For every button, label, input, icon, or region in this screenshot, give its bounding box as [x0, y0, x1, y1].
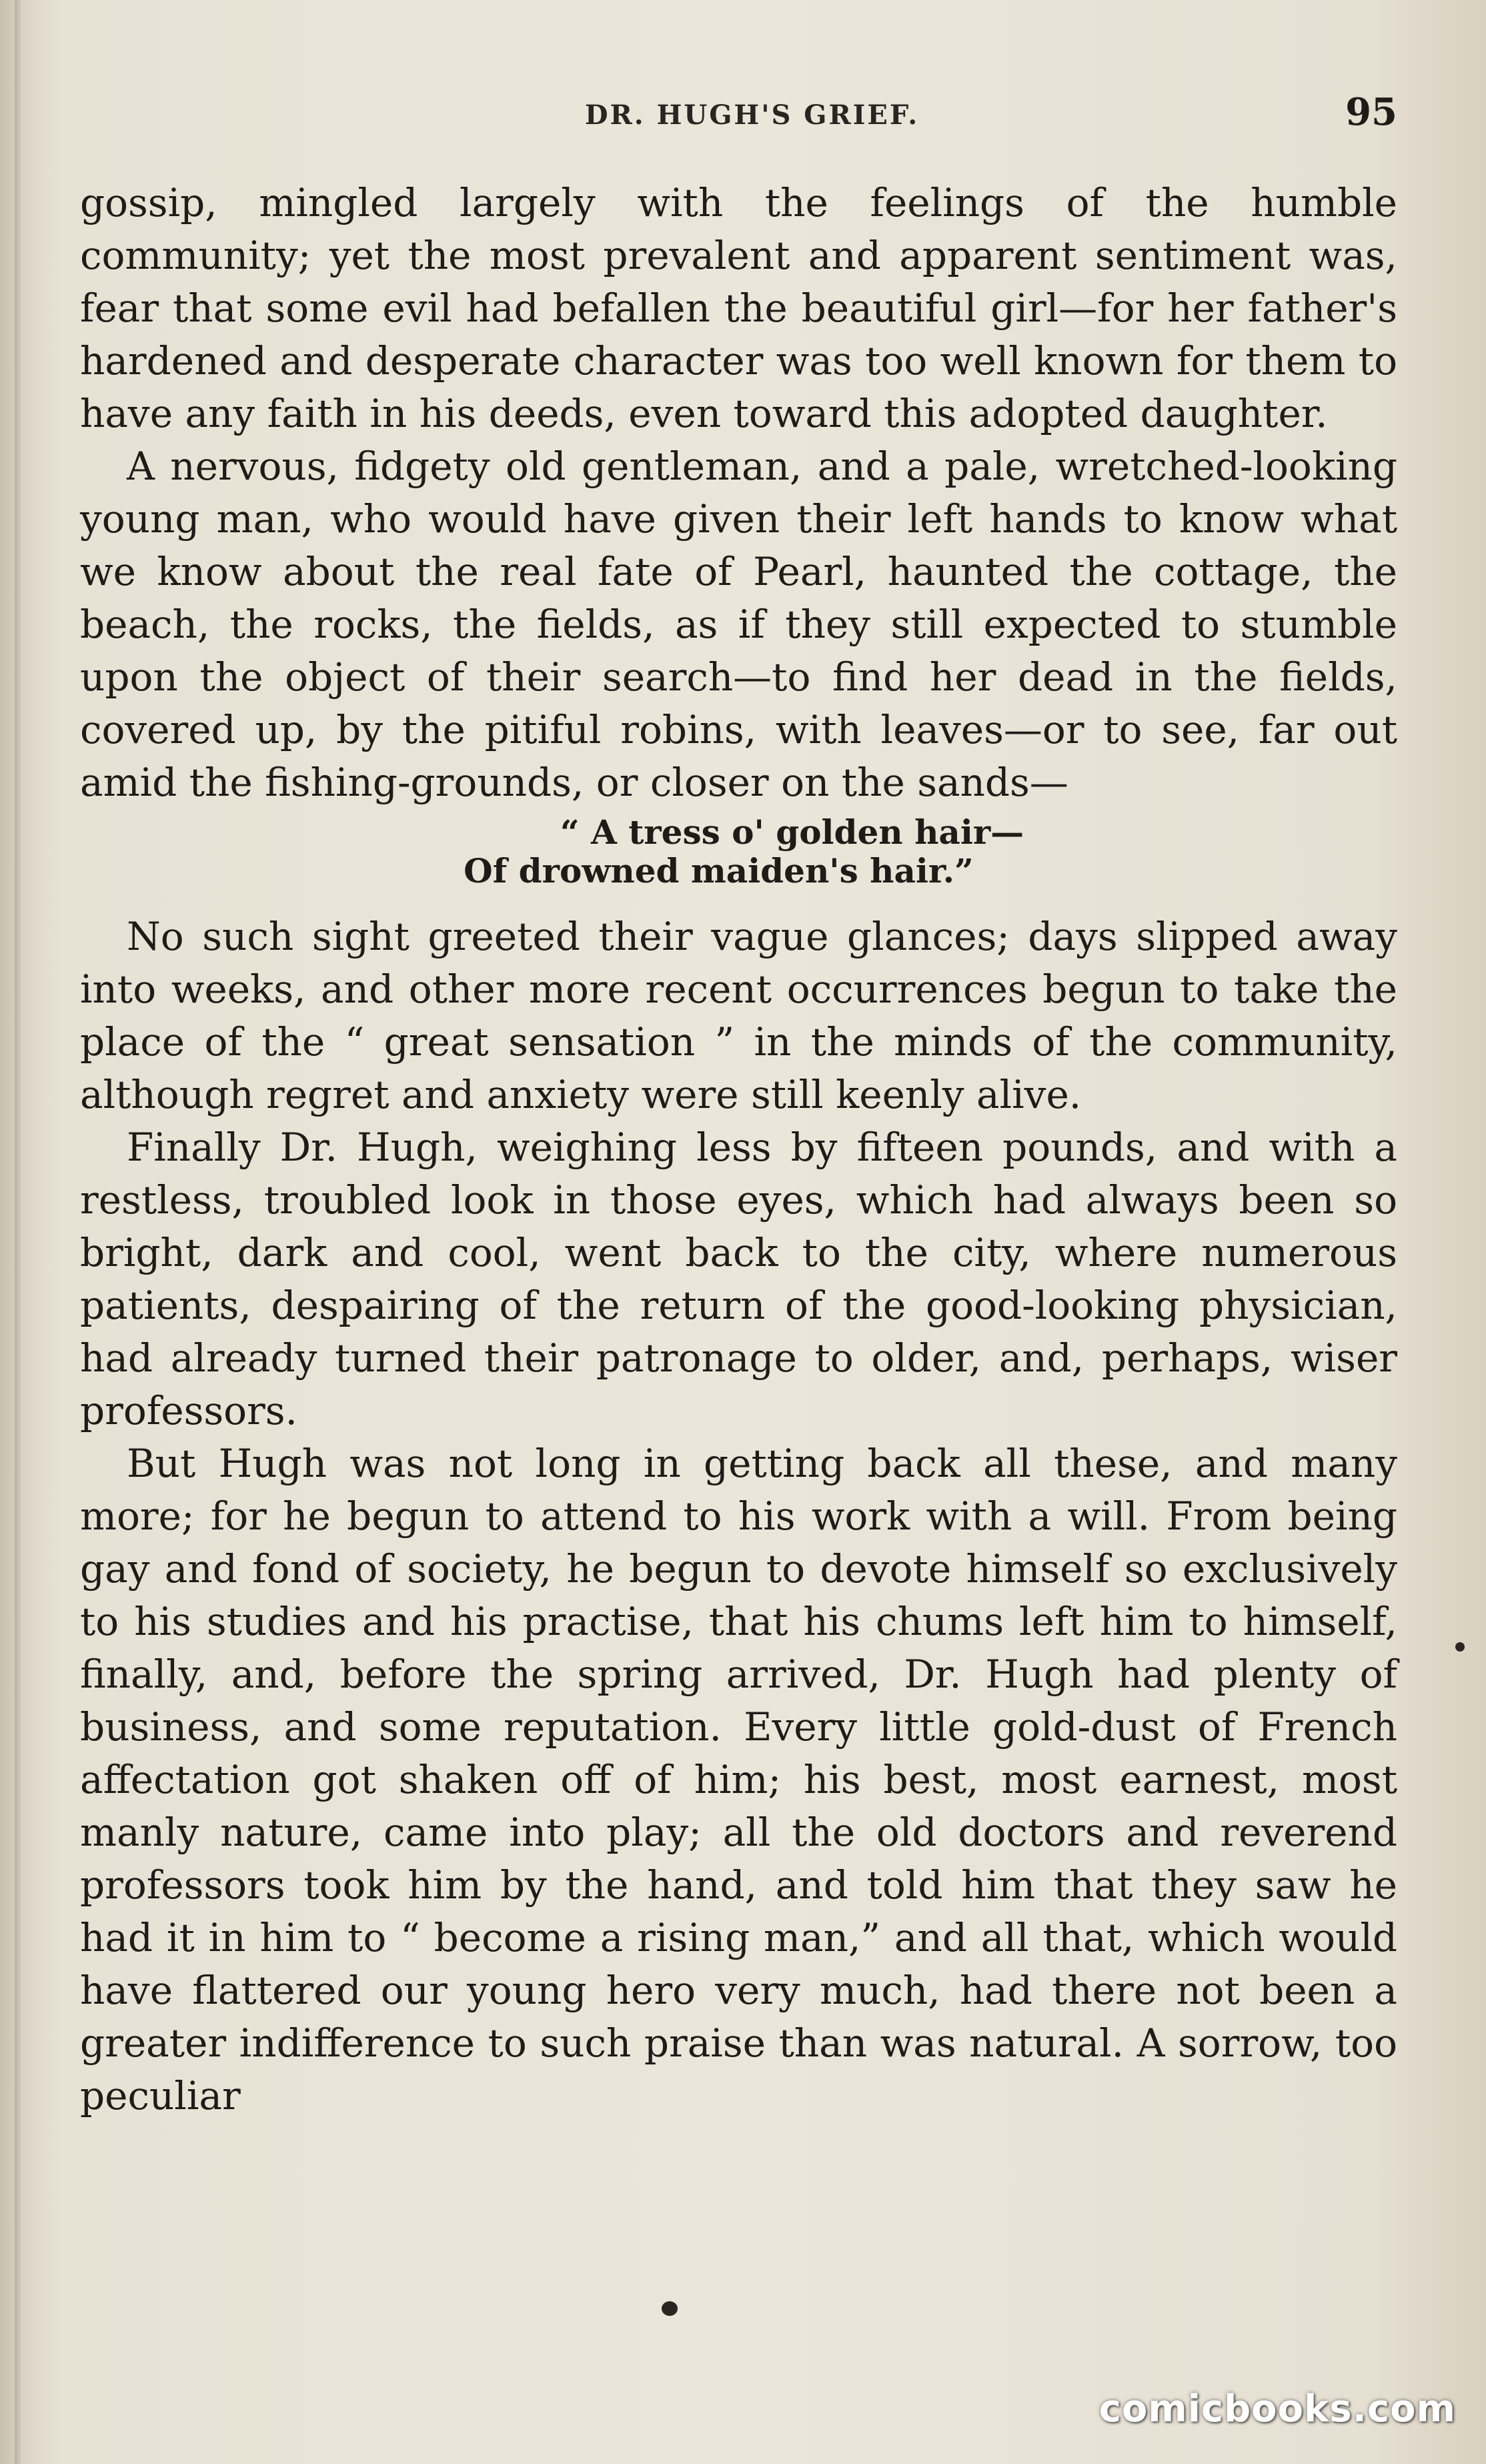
book-spine	[15, 0, 21, 2464]
page-header	[107, 90, 1397, 143]
ink-spot	[662, 2301, 678, 2316]
page-number: 95	[1345, 90, 1397, 134]
watermark-text: comicbooks.com	[1098, 2387, 1456, 2431]
ink-spot	[1455, 1642, 1465, 1652]
paragraph-5: But Hugh was not long in getting back all these, and many more; for he begun to attend to his work with a will. From being gay and fond of society, he begun to devote himself so exclusively to his studies and his practise, that his chums left him to himself, finally, and, before the spring arrived, Dr. Hugh had plenty of business, and some reputation. Every little gold-dust of French affectation got shaken off of him; his best, most earnest, most manly nature, came into play; all the old doctors and reverend professors took him by the hand, and told him that they saw he had it in him to “ become a rising man,” and all that, which would have flattered our young hero very much, had there not been a greater indifference to such praise than was natural. A sorrow, too peculiar	[80, 1441, 1397, 2118]
paragraph-1: gossip, mingled largely with the feelings of the humble community; yet the most prevalent and apparent sentiment was, fear that some evil had befallen the beautiful girl—for her father's hardened and desperate character was too well known for them to have any faith in his deeds, even toward this adopted daughter.	[80, 180, 1397, 436]
verse-line-2: Of drowned maiden's hair.”	[464, 851, 974, 890]
verse-quotation	[80, 813, 1397, 890]
paragraph-4: Finally Dr. Hugh, weighing less by fifteen pounds, and with a restless, troubled look in those eyes, which had always been so bright, dark and cool, went back to the city, where numerous patients, despairing of the return of the good-looking physician, had already turned their patronage to older, and, perhaps, wiser professors.	[80, 1125, 1397, 1433]
page-body	[80, 177, 1397, 2122]
verse-line-1: “ A tress o' golden hair—	[560, 812, 1024, 852]
paragraph-3: No such sight greeted their vague glances; days slipped away into weeks, and other more recent occurrences begun to take the place of the “ great sensation ” in the minds of the community, although regret and anxiety were still keenly alive.	[80, 914, 1397, 1117]
paragraph-2: A nervous, fidgety old gentleman, and a pale, wretched-looking young man, who would have given their left hands to know what we know about the real fate of Pearl, haunted the cottage, the beach, the rocks, the fields, as if they still expected to stumble upon the object of their search—to find her dead in the fields, covered up, by the pitiful robins, with leaves—or to see, far out amid the fishing-grounds, or closer on the sands—	[80, 444, 1397, 805]
running-title: DR. HUGH'S GRIEF.	[584, 99, 920, 131]
